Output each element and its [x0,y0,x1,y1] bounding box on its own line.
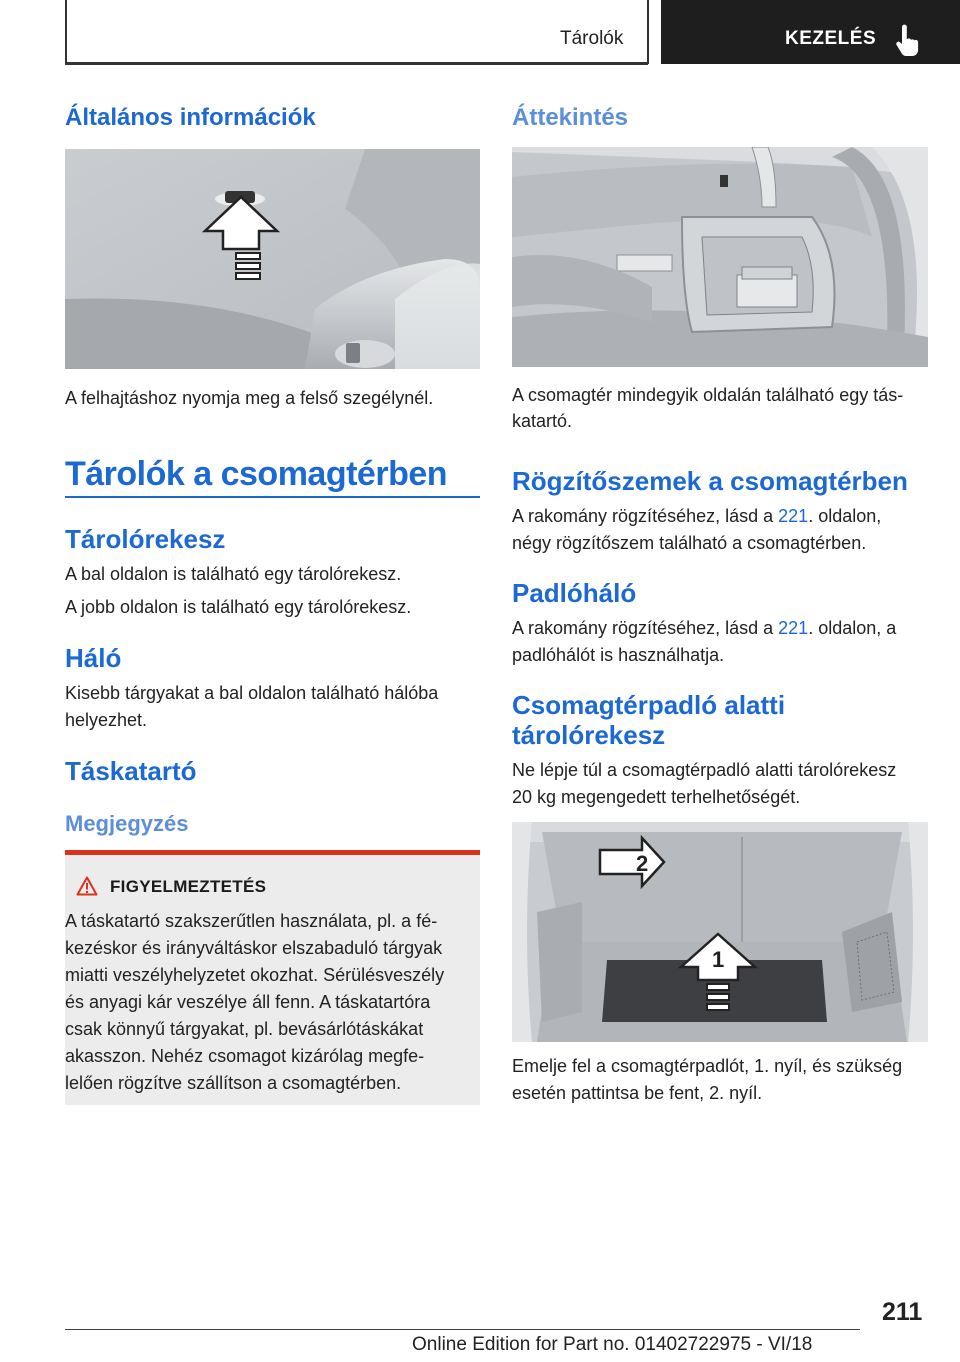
footer-edition: Online Edition for Part no. 01402722975 - VI/18 [412,1334,813,1355]
warning-triangle-icon [76,876,98,896]
chapter-rule [65,496,480,498]
hand-pointer-icon [893,24,923,58]
header-right-border [647,0,649,64]
warning-line-4: és anyagi kár veszélye áll fenn. A táskatartóra [65,992,431,1012]
bag-holder-heading: Táskatartó [65,756,197,786]
trunk-caption-line-1: Emelje fel a csomagtérpadlót, 1. nyíl, és szükség [512,1056,903,1076]
net-line-1: Kisebb tárgyakat a bal oldalon található hálóba [65,683,439,703]
overview-caption-line-2: katartó. [512,411,573,431]
page-link-221[interactable]: 221 [778,506,809,526]
net-line-2: helyezhet. [65,710,148,730]
trunk-side-illustration [512,147,928,367]
header-chapter-label: KEZELÉS [785,28,877,49]
page-link-221[interactable]: 221 [778,618,809,638]
warning-line-3: miatti veszélyhelyzetet okozhat. Sérülésveszély [65,965,445,985]
page-number: 211 [882,1298,923,1326]
general-info-caption: A felhajtáshoz nyomja meg a felső szegélynél. [65,388,434,408]
underfloor-heading-line-1: Csomagtérpadló alatti [512,690,786,720]
general-info-heading: Általános információk [65,104,316,131]
warning-line-5: csak könnyű tárgyakat, pl. bevásárlótáskákat [65,1019,424,1039]
header-rule [65,62,648,65]
footer-rule [65,1329,860,1330]
overview-caption-line-1: A csomagtér mindegyik oldalán található egy tás- [512,385,904,405]
underfloor-line-1: Ne lépje túl a csomagtérpadló alatti tárolórekesz [512,760,897,780]
compartment-line-2: A jobb oldalon is található egy tárolórekesz. [65,597,412,617]
header-left-border [65,0,67,64]
trunk-arrow-2-label: 2 [636,851,649,876]
underfloor-heading-line-2: tárolórekesz [512,720,666,750]
header-section-title: Tárolók [560,28,624,49]
trunk-arrow-1-label: 1 [712,947,725,972]
floor-net-line-1: A rakomány rögzítéséhez, lásd a 221. oldalon, a [512,618,897,638]
note-heading: Megjegyzés [65,811,189,836]
overview-heading: Áttekintés [512,104,629,131]
floor-net-line-2: padlóhálót is használhatja. [512,645,725,665]
trunk-floor-illustration [512,822,928,1042]
headliner-illustration [65,149,480,369]
warning-line-7: lelően rögzítve szállítson a csomagtérben. [65,1073,402,1093]
floor-net-heading: Padlóháló [512,578,637,608]
chapter-heading: Tárolók a csomagtérben [65,455,448,493]
lashing-eyes-line-1: A rakomány rögzítéséhez, lásd a 221. oldalon, [512,506,882,526]
warning-title: FIGYELMEZTETÉS [110,877,267,896]
warning-line-2: kezéskor és irányváltáskor elszabaduló tárgyak [65,938,443,958]
lashing-eyes-heading: Rögzítőszemek a csomagtérben [512,466,908,496]
net-heading: Háló [65,643,122,673]
trunk-caption-line-2: esetén pattintsa be fent, 2. nyíl. [512,1083,763,1103]
lashing-eyes-line-2: négy rögzítőszem található a csomagtérben. [512,533,867,553]
compartment-line-1: A bal oldalon is található egy tárolórekesz. [65,564,402,584]
underfloor-line-2: 20 kg megengedett terhelhetőségét. [512,787,801,807]
warning-line-1: A táskatartó szakszerűtlen használata, pl. a fé- [65,911,438,931]
compartment-heading: Tárolórekesz [65,524,226,554]
warning-line-6: akasszon. Nehéz csomagot kizárólag megfe- [65,1046,425,1066]
